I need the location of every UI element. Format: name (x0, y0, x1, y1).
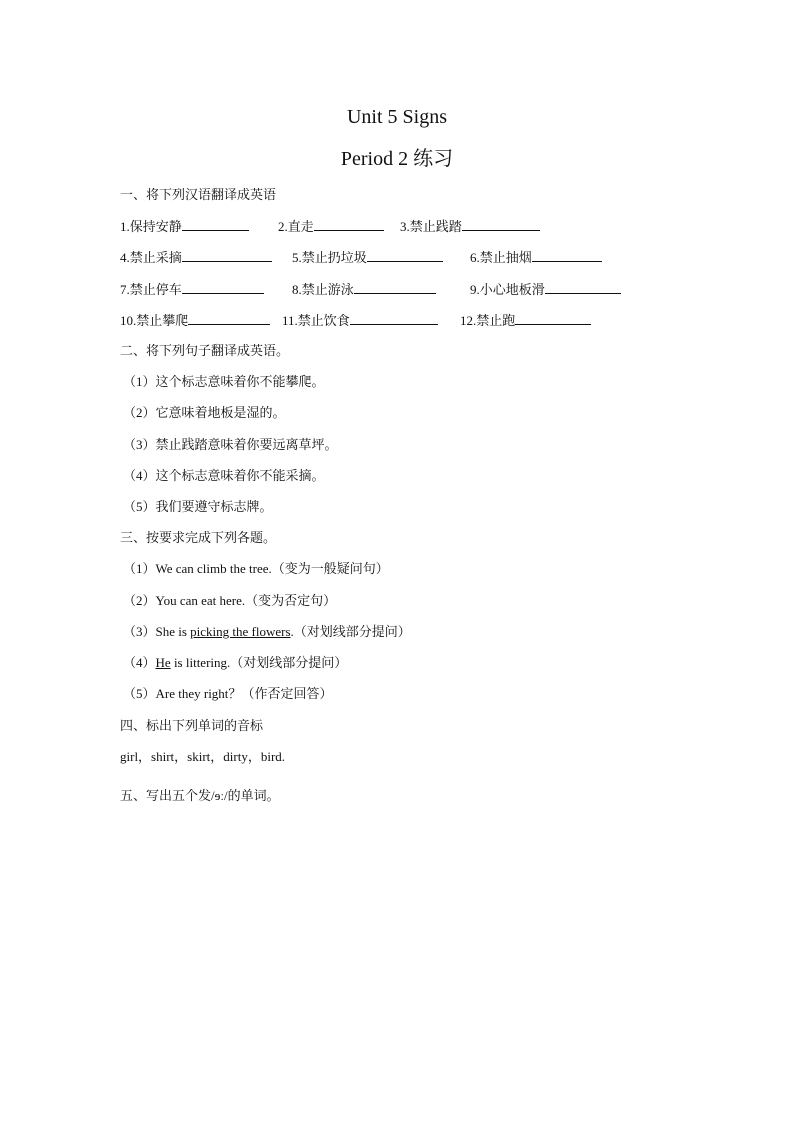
item-9: 9.小心地板滑 (470, 280, 621, 299)
item-11: 11.禁止饮食 (282, 311, 438, 330)
sentence-item: （2）它意味着地板是湿的。 (123, 405, 286, 420)
answer-blank[interactable] (545, 280, 621, 294)
underlined-phrase: picking the flowers (190, 624, 291, 639)
page-title: Unit 5 Signs (346, 106, 448, 128)
section4-heading: 四、标出下列单词的音标 (120, 718, 264, 733)
answer-blank[interactable] (188, 311, 270, 325)
underlined-word: He (155, 655, 171, 670)
section5-heading: 五、写出五个发/ɘː/的单词。 (120, 788, 280, 803)
sentence-item: （3）禁止践踏意味着你要远离草坪。 (123, 437, 338, 452)
answer-blank[interactable] (314, 217, 384, 231)
answer-blank[interactable] (350, 311, 438, 325)
answer-blank[interactable] (182, 217, 249, 231)
exercise-item: （1）We can climb the tree.（变为一般疑问句） (123, 561, 389, 576)
item-4: 4.禁止采摘 (120, 248, 272, 267)
item-1: 1.保持安静 (120, 217, 249, 236)
item-6: 6.禁止抽烟 (470, 248, 602, 267)
answer-blank[interactable] (354, 280, 436, 294)
item-5: 5.禁止扔垃圾 (292, 248, 443, 267)
exercise-item: （3）She is picking the flowers.（对划线部分提问） (123, 624, 411, 639)
answer-blank[interactable] (515, 311, 591, 325)
translate-row-4 (0, 311, 794, 329)
answer-blank[interactable] (367, 248, 443, 262)
answer-blank[interactable] (182, 248, 272, 262)
translate-row-3 (0, 280, 794, 298)
item-3: 3.禁止践踏 (400, 217, 540, 236)
item-12: 12.禁止跑 (460, 311, 591, 330)
answer-blank[interactable] (462, 217, 540, 231)
item-8: 8.禁止游泳 (292, 280, 436, 299)
section3-heading: 三、按要求完成下列各题。 (120, 530, 277, 545)
word-list: girl，shirt，skirt，dirty，bird. (120, 749, 286, 764)
page-subtitle: Period 2 练习 (340, 148, 454, 170)
item-2: 2.直走 (278, 217, 384, 236)
section1-heading: 一、将下列汉语翻译成英语 (120, 187, 277, 202)
translate-row-1 (0, 217, 794, 235)
sentence-item: （4）这个标志意味着你不能采摘。 (123, 468, 325, 483)
exercise-item: （2）You can eat here.（变为否定句） (123, 593, 337, 608)
item-10: 10.禁止攀爬 (120, 311, 270, 330)
sentence-item: （1）这个标志意味着你不能攀爬。 (123, 374, 325, 389)
answer-blank[interactable] (532, 248, 602, 262)
exercise-item: （4）He is littering.（对划线部分提问） (123, 655, 348, 670)
exercise-item: （5）Are they right？（作否定回答） (123, 686, 333, 701)
translate-row-2 (0, 248, 794, 266)
sentence-item: （5）我们要遵守标志牌。 (123, 499, 273, 514)
item-7: 7.禁止停车 (120, 280, 264, 299)
section2-heading: 二、将下列句子翻译成英语。 (120, 343, 290, 358)
answer-blank[interactable] (182, 280, 264, 294)
